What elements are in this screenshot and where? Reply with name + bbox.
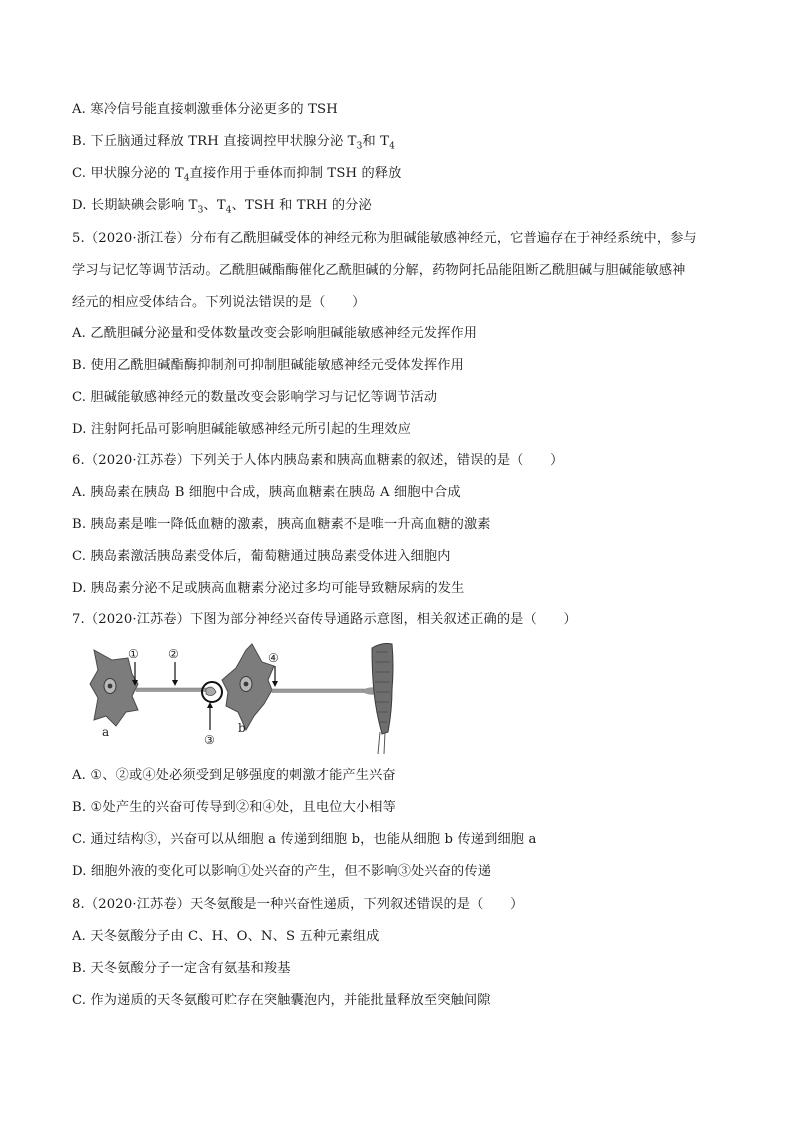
cell-b-label: b xyxy=(238,721,246,735)
marker-2-arrowhead xyxy=(172,680,178,686)
q4-option-c: C. 甲状腺分泌的 $T_4$直接作用于垂体而抑制 TSH 的释放 xyxy=(72,166,402,184)
q8-stem: 8.（2020·江苏卷）天冬氨酸是一种兴奋性递质，下列叙述错误的是（ ） xyxy=(72,897,524,912)
q5-option-c: C. 胆碱能敏感神经元的数量改变会影响学习与记忆等调节活动 xyxy=(72,390,438,405)
marker-2-label: ② xyxy=(168,647,179,661)
q8-option-b: B. 天冬氨酸分子一定含有氨基和羧基 xyxy=(72,961,291,976)
q5-option-b: B. 使用乙酰胆碱酯酶抑制剂可抑制胆碱能敏感神经元受体发挥作用 xyxy=(72,358,464,373)
q5-option-d: D. 注射阿托品可影响胆碱能敏感神经元所引起的生理效应 xyxy=(72,422,412,437)
synapse-terminal xyxy=(206,687,216,696)
axon-b xyxy=(272,689,364,693)
q5-stem-line1: 5.（2020·浙江卷）分布有乙酰胆碱受体的神经元称为胆碱能敏感神经元，它普遍存在于神经系统中，参与 xyxy=(72,231,697,246)
q4-option-d: D. 长期缺碘会影响 $T_3$、$T_4$、TSH 和 TRH 的分泌 xyxy=(72,198,372,216)
q7-stem: 7.（2020·江苏卷）下图为部分神经兴奋传导通路示意图，相关叙述正确的是（ ） xyxy=(72,612,577,627)
q5-option-a: A. 乙酰胆碱分泌量和受体数量改变会影响胆碱能敏感神经元发挥作用 xyxy=(72,326,478,341)
q7-option-b: B. ①处产生的兴奋可传导到②和④处，且电位大小相等 xyxy=(72,800,396,815)
q8-option-c: C. 作为递质的天冬氨酸可贮存在突触囊泡内，并能批量释放至突触间隙 xyxy=(72,993,491,1008)
q5-stem-line2: 学习与记忆等调节活动。乙酰胆碱酯酶催化乙酰胆碱的分解，药物阿托品能阻断乙酰胆碱与胆碱能敏感神 xyxy=(72,263,686,278)
q6-option-d: D. 胰岛素分泌不足或胰高血糖素分泌过多均可能导致糖尿病的发生 xyxy=(72,581,465,596)
neuron-diagram xyxy=(88,640,418,758)
q7-option-d: D. 细胞外液的变化可以影响①处兴奋的产生，但不影响③处兴奋的传递 xyxy=(72,864,492,879)
neuron-b-nucleolus xyxy=(244,682,249,687)
muscle-tendon xyxy=(378,732,385,754)
q6-option-c: C. 胰岛素激活胰岛素受体后，葡萄糖通过胰岛素受体进入细胞内 xyxy=(72,549,451,564)
marker-4-label: ④ xyxy=(268,651,279,665)
q6-stem: 6.（2020·江苏卷）下列关于人体内胰岛素和胰高血糖素的叙述，错误的是（ ） xyxy=(72,453,564,468)
axon-a xyxy=(136,688,210,692)
q6-option-a: A. 胰岛素在胰岛 B 细胞中合成，胰高血糖素在胰岛 A 细胞中合成 xyxy=(72,485,461,500)
q4-option-a: A. 寒冷信号能直接刺激垂体分泌更多的 TSH xyxy=(72,102,338,117)
q7-option-a: A. ①、②或④处必须受到足够强度的刺激才能产生兴奋 xyxy=(72,768,396,783)
q4-option-b: B. 下丘脑通过释放 TRH 直接调控甲状腺分泌 $T_3$和 $T_4$ xyxy=(72,134,395,152)
muscle-fiber xyxy=(372,644,393,735)
q5-stem-line3: 经元的相应受体结合。下列说法错误的是（ ） xyxy=(72,295,366,310)
marker-3-label: ③ xyxy=(204,733,215,747)
marker-4-arrowhead xyxy=(272,681,278,687)
cell-a-label: a xyxy=(102,725,110,739)
q6-option-b: B. 胰岛素是唯一降低血糖的激素，胰高血糖素不是唯一升高血糖的激素 xyxy=(72,517,491,532)
q8-option-a: A. 天冬氨酸分子由 C、H、O、N、S 五种元素组成 xyxy=(72,929,380,944)
marker-1-label: ① xyxy=(128,647,139,661)
q7-option-c: C. 通过结构③，兴奋可以从细胞 a 传递到细胞 b，也能从细胞 b 传递到细胞 a xyxy=(72,832,537,847)
neuron-a-nucleolus xyxy=(108,684,113,689)
